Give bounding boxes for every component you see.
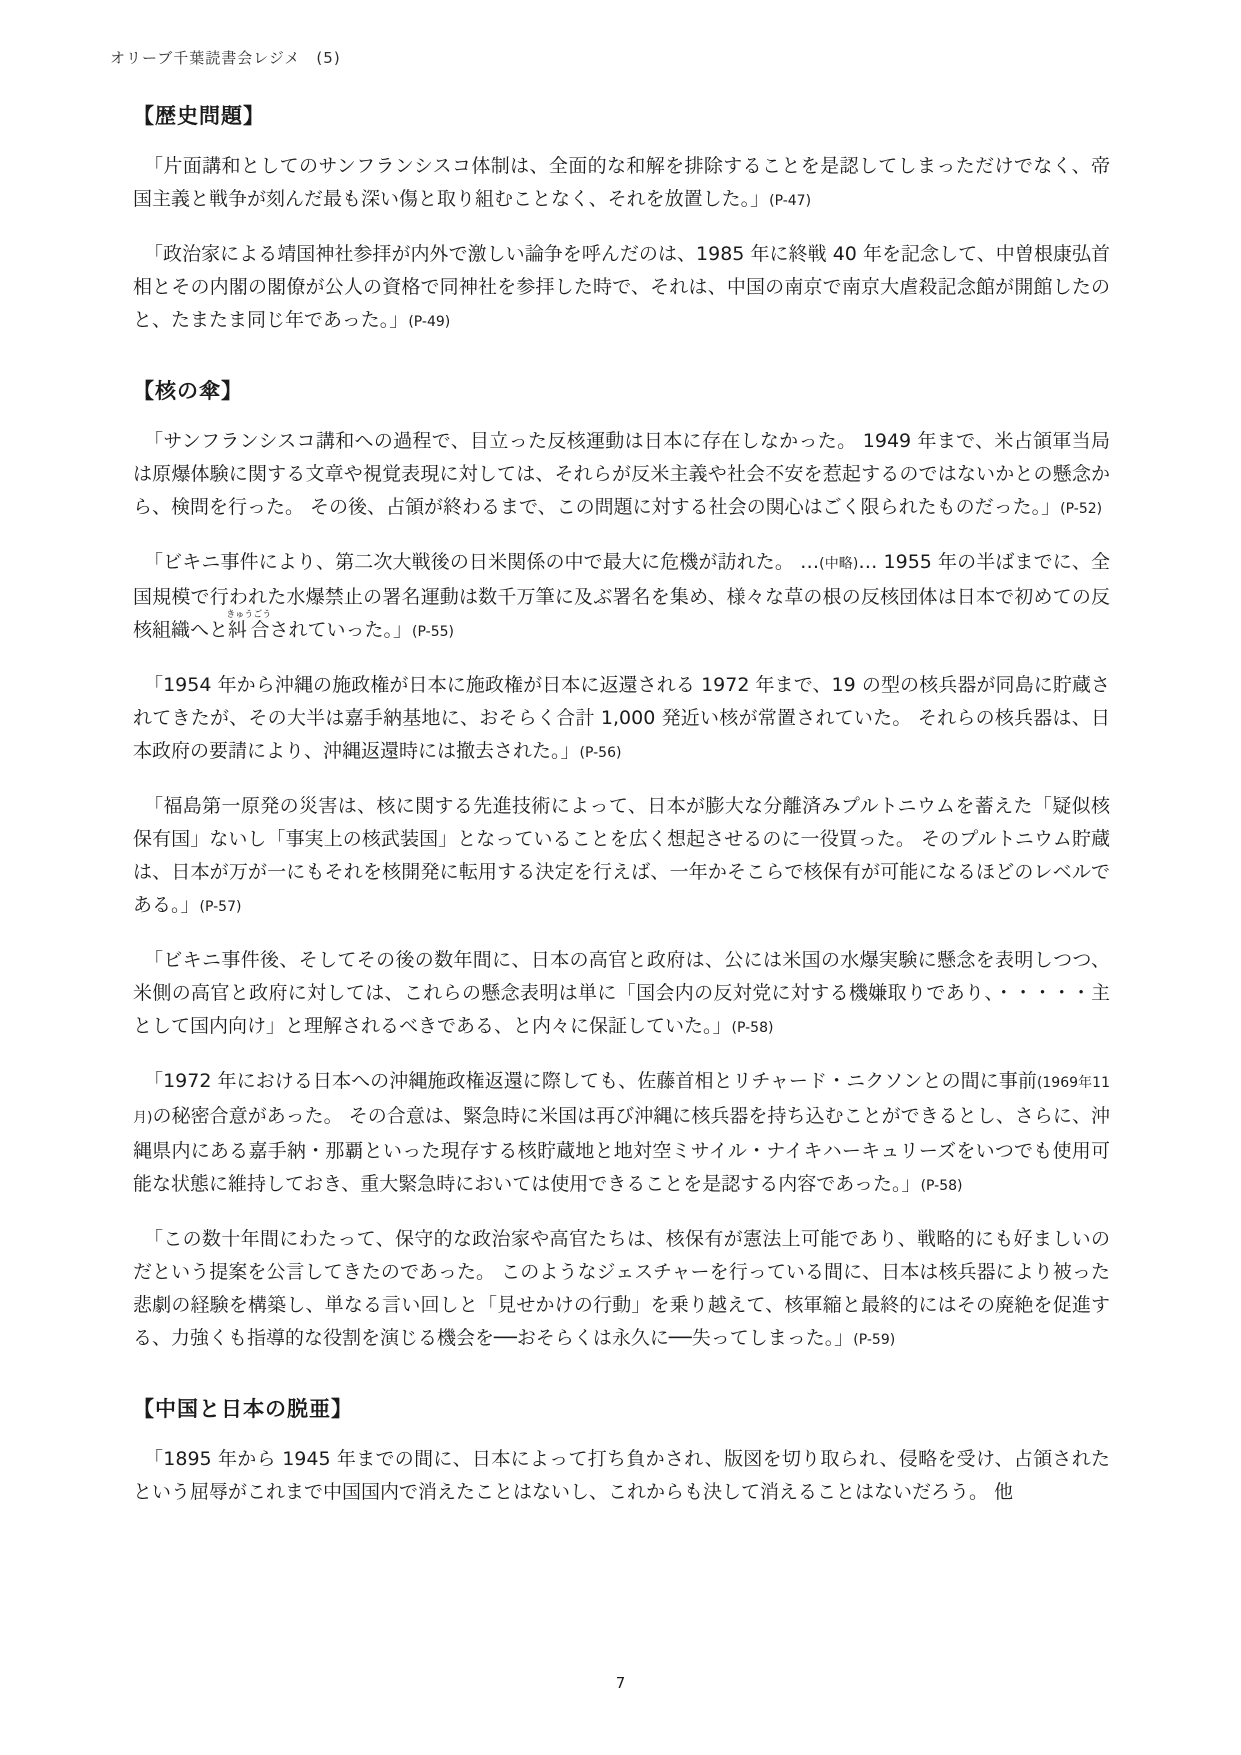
page-reference: (P-55) — [412, 624, 454, 640]
page-reference: (P-56) — [579, 745, 622, 761]
quote-paragraph — [133, 1223, 1110, 1357]
section-heading: 【核の傘】 — [133, 379, 243, 403]
document-body — [133, 92, 1110, 1509]
quote-text: 「この数十年間にわたって、保守的な政治家や高官たちは、核保有が憲法上可能であり、戦略的にも好ましいのだという提案を公言してきたのであった。 このようなジェスチャーを行っている間に、日本は核兵器により被った悲劇の経験を構築し、単なる言い回しと「見せかけの行動」を乗り越えて、核軍縮と最終的にはその廃絶を促進する、力強くも指導的な役割を演じる機会を──おそらくは永久に──失ってしまった。」 — [133, 1228, 1110, 1349]
quote-text: … 1955 年の半ばまでに、全国規模で行われた水爆禁止の署名運動は数千万筆に及ぶ署名を集め、様々な草の根の反核団体は日本で初めての反核組織へと — [133, 551, 1110, 641]
quote-text: 「1972 年における日本への沖縄施政権返還に際しても、佐藤首相とリチャード・ニクソンとの間に事前 — [144, 1070, 1037, 1092]
quote-paragraph — [133, 150, 1110, 218]
quote-text: 「サンフランシスコ講和への過程で、目立った反核運動は日本に存在しなかった。 1949 年まで、米占領軍当局は原爆体験に関する文章や視覚表現に対しては、それらが反米主義や社会不安を惹起するのではないかとの懸念から、検問を行った。 その後、占領が終わるまで、この問題に対する社会の関心はごく限られたものだった。」 — [133, 430, 1110, 518]
quote-text: の秘密合意があった。 その合意は、緊急時に米国は再び沖縄に核兵器を持ち込むことができるとし、さらに、沖縄県内にある嘉手納・那覇といった現存する核貯蔵地と地対空ミサイル・ナイキハーキュリーズをいつでも使用可能な状態に維持しておき、重大緊急時においては使用できることを是認する内容であった。」 — [133, 1105, 1110, 1195]
quote-text: (1969年11 月) — [133, 1075, 1110, 1126]
quote-paragraph — [133, 546, 1110, 649]
section-heading: 【中国と日本の脱亜】 — [133, 1397, 353, 1421]
quote-text: 「1954 年から沖縄の施政権が日本に施政権が日本に返還される 1972 年まで、19 の型の核兵器が同島に貯蔵されてきたが、その大半は嘉手納基地に、おそらく合計 1,000 発近い核が常置されていた。 それらの核兵器は、日本政府の要請により、沖縄返還時には撤去された。」 — [133, 674, 1110, 762]
page-reference: (P-59) — [853, 1332, 896, 1348]
page-reference: (P-49) — [408, 314, 451, 330]
quote-text: 「福島第一原発の災害は、核に関する先進技術によって、日本が膨大な分離済みプルトニウムを蓄えた「疑似核保有国」ないし「事実上の核武装国」となっていることを広く想起させるのに一役買った。 そのプルトニウム貯蔵は、日本が万が一にもそれを核開発に転用する決定を行えば、一年かそこらで核保有が可能になるほどのレベルである。」 — [133, 795, 1110, 916]
quote-paragraph — [133, 944, 1110, 1045]
page-reference: (P-47) — [769, 193, 812, 209]
page-number: 7 — [615, 1674, 626, 1692]
page-reference: (P-58) — [920, 1178, 963, 1194]
quote-paragraph — [133, 1443, 1110, 1509]
quote-text: 「ビキニ事件後、そしてその後の数年間に、日本の高官と政府は、公には米国の水爆実験に懸念を表明しつつ、米側の高官と政府に対しては、これらの懸念表明は単に「国会内の反対党に対する機嫌取りであり、・・・・・主として国内向け」と理解されるべきである、と内々に保証していた。」 — [133, 949, 1110, 1037]
page-reference: (P-57) — [199, 899, 242, 915]
quote-paragraph — [133, 1065, 1110, 1203]
furigana-term — [226, 610, 272, 641]
quote-text: 「ビキニ事件により、第二次大戦後の日米関係の中で最大に危機が訪れた。 … — [144, 551, 820, 573]
page-reference: (P-58) — [731, 1020, 774, 1036]
quote-paragraph — [133, 238, 1110, 339]
furigana-base: 糾合 — [226, 619, 272, 641]
quote-paragraph — [133, 669, 1110, 770]
quote-paragraph — [133, 790, 1110, 924]
section-heading: 【歴史問題】 — [133, 104, 265, 128]
quote-text: (中略) — [819, 556, 859, 572]
page-reference: (P-52) — [1060, 501, 1103, 517]
furigana-reading: きゅうごう — [226, 610, 272, 620]
quote-text: 「政治家による靖国神社参拝が内外で激しい論争を呼んだのは、1985 年に終戦 40 年を記念して、中曽根康弘首相とその内閣の閣僚が公人の資格で同神社を参拝した時で、それは、中国の南京で南京大虐殺記念館が開館したのと、たまたま同じ年であった。」 — [133, 243, 1110, 331]
page-header: オリーブ千葉読書会レジメ (5) — [110, 49, 341, 67]
quote-text: されていった。」 — [269, 619, 413, 641]
quote-paragraph — [133, 425, 1110, 526]
quote-text: 「片面講和としてのサンフランシスコ体制は、全面的な和解を排除することを是認してしまっただけでなく、帝国主義と戦争が刻んだ最も深い傷と取り組むことなく、それを放置した。」 — [133, 155, 1110, 210]
quote-text: 「1895 年から 1945 年までの間に、日本によって打ち負かされ、版図を切り取られ、侵略を受け、占領されたという屈辱がこれまで中国国内で消えたことはないし、これからも決して消えることはないだろう。 他 — [133, 1448, 1110, 1503]
